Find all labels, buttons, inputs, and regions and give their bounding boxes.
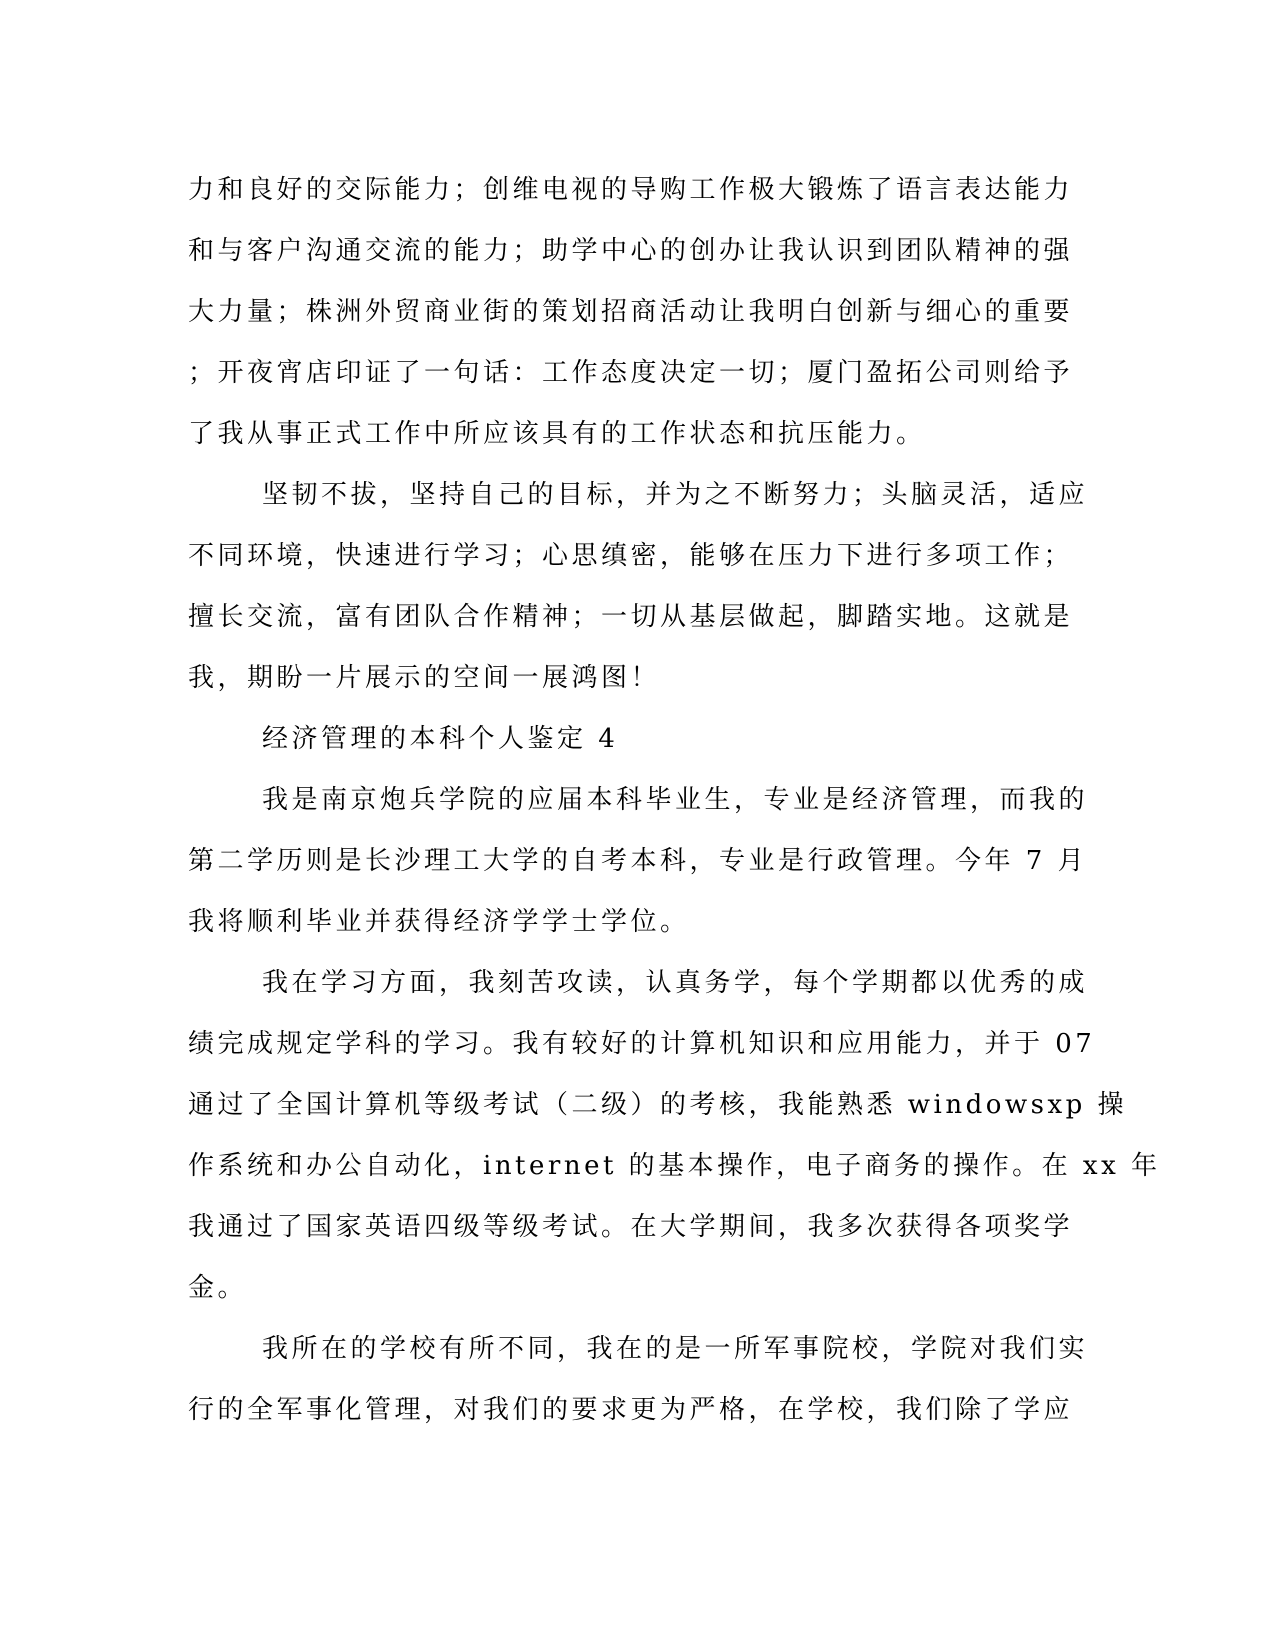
- text-line: 通过了全国计算机等级考试（二级）的考核，我能熟悉 windowsxp 操: [188, 1090, 1128, 1120]
- text-line: 绩完成规定学科的学习。我有较好的计算机知识和应用能力，并于 07: [188, 1029, 1096, 1059]
- text-line: 大力量；株洲外贸商业街的策划招商活动让我明白创新与细心的重要: [188, 297, 1074, 327]
- text-line: 力和良好的交际能力；创维电视的导购工作极大锻炼了语言表达能力: [188, 175, 1074, 205]
- text-line: 了我从事正式工作中所应该具有的工作状态和抗压能力。: [188, 419, 926, 449]
- text-line: 坚韧不拔，坚持自己的目标，并为之不断努力；头脑灵活，适应: [262, 480, 1089, 510]
- text-line: 经济管理的本科个人鉴定 4: [262, 724, 619, 754]
- text-line: 不同环境，快速进行学习；心思缜密，能够在压力下进行多项工作；: [188, 541, 1074, 571]
- text-line: 金。: [188, 1273, 248, 1303]
- text-line: 和与客户沟通交流的能力；助学中心的创办让我认识到团队精神的强: [188, 236, 1074, 266]
- text-line: 擅长交流，富有团队合作精神；一切从基层做起，脚踏实地。这就是: [188, 602, 1074, 632]
- document-body: [188, 160, 1161, 1441]
- text-line: 我是南京炮兵学院的应届本科毕业生，专业是经济管理，而我的: [262, 785, 1089, 815]
- text-line: ；开夜宵店印证了一句话：工作态度决定一切；厦门盈拓公司则给予: [188, 358, 1074, 388]
- text-line: 我通过了国家英语四级等级考试。在大学期间，我多次获得各项奖学: [188, 1212, 1074, 1242]
- text-line: 第二学历则是长沙理工大学的自考本科，专业是行政管理。今年 7 月: [188, 846, 1088, 876]
- text-line: 行的全军事化管理，对我们的要求更为严格，在学校，我们除了学应: [188, 1395, 1074, 1425]
- text-line: 我，期盼一片展示的空间一展鸿图！: [188, 663, 661, 693]
- text-line: 我将顺利毕业并获得经济学学士学位。: [188, 907, 690, 937]
- text-line: 我所在的学校有所不同，我在的是一所军事院校，学院对我们实: [262, 1334, 1089, 1364]
- text-line: 作系统和办公自动化，internet 的基本操作，电子商务的操作。在 xx 年: [188, 1151, 1161, 1181]
- text-line: 我在学习方面，我刻苦攻读，认真务学，每个学期都以优秀的成: [262, 968, 1089, 998]
